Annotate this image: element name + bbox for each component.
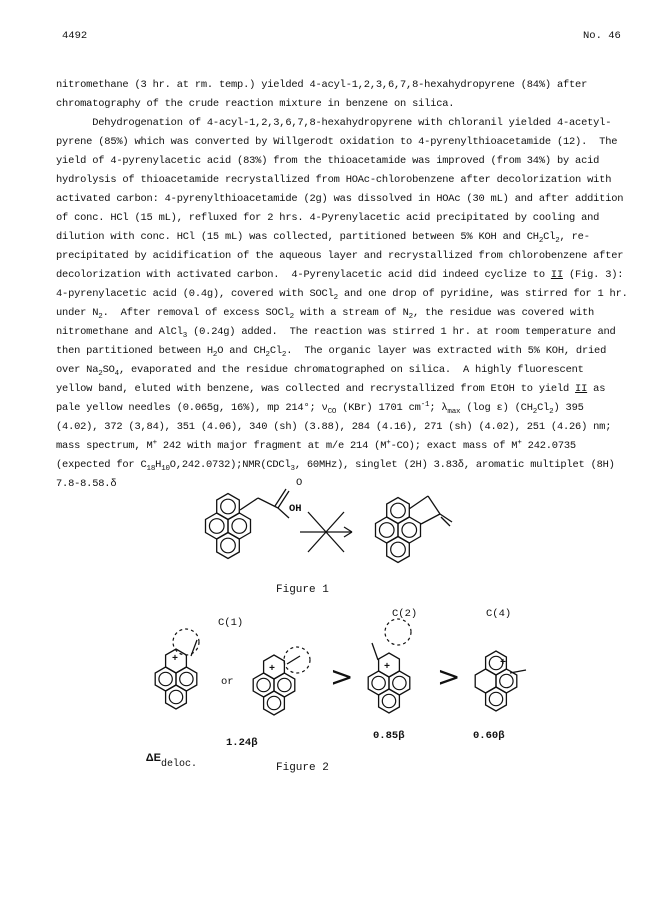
body-line: dilution with conc. HCl (15 mL) was collected, partitioned between 5% KOH and $CH_2Cl_2$, re- (56, 231, 590, 245)
body-line: (4.02), 372 (3,84), 351 (4.06), 340 (sh) (3.88), 284 (4.16), 271 (sh) (4.02), 251 (4.26) nm; (56, 421, 612, 433)
body-line: activated carbon: 4-pyrenylthioacetamide (2g) was dissolved in HOAc (30 mL) and after addition (56, 193, 624, 205)
value-c2: 0.85β (373, 730, 405, 742)
fig1-oh-label: OH (289, 503, 302, 515)
journal-number: No. 46 (583, 30, 621, 42)
delta-e-label: $\Delta E_{deloc.}$ (145, 752, 197, 770)
or-text: or (221, 676, 234, 688)
fig1-ring-c3 (421, 514, 440, 524)
fig1-pyrene-right-ring-1-circle (379, 523, 394, 538)
body-line: yellow band, eluted with benzene, was collected and recrystallized from EtOH to yield II as (56, 383, 606, 395)
body-line: mass spectrum, M+ 242 with major fragment at m/e 214 (M+-CO); exact mass of M+ 242.0735 (56, 439, 576, 452)
fig1-arrow-head-b (344, 532, 352, 537)
fig1-pyrene-right-ring-3 (387, 537, 410, 563)
body-line: under $N_2$. After removal of excess SOCl$_2$ with a stream of $N_2$, the residue was covered with (56, 307, 595, 321)
plus-4: + (500, 658, 507, 669)
fig2-s1-ring-1-circle (159, 672, 172, 685)
body-line: Dehydrogenation of 4-acyl-1,2,3,6,7,8-hexahydropyrene with chloranil yielded 4-acetyl- (56, 117, 612, 129)
plus-2: + (269, 664, 276, 675)
body-line: pale yellow needles (0.065g, 16%), mp 214°; $\nu_{CO}$ (KBr) 1701 $cm^{-1}$; $\lambda_{max}$ (log ε) $(CH_2Cl_2)$ 395 (56, 401, 584, 416)
value-c1: 1.24β (226, 737, 258, 749)
fig1-pyrene-left-ring-3 (217, 533, 240, 559)
gt-symbol-2: > (437, 660, 461, 693)
fig2-s1-ring-3-circle (169, 690, 182, 703)
body-line: (expected for $C_{18}H_{10}O,242.0732);NMR(CDCl_3$, 60MHz), singlet (2H) 3.83δ, aromatic multiplet (8H) (56, 459, 615, 473)
fig1-pyrene-left-ring-1-circle (209, 519, 224, 534)
body-line: nitromethane (3 hr. at rm. temp.) yielded 4-acyl-1,2,3,6,7,8-hexahydropyrene (84%) after (56, 79, 588, 91)
fig2-s1-ring-2-circle (180, 672, 193, 685)
body-line: decolorization with activated carbon. 4-Pyrenylacetic acid did indeed cyclize to II (Fig. 3): (56, 269, 624, 281)
fig2-s3-ring-2-circle (393, 676, 406, 689)
fig2-s3-substituent (372, 643, 378, 660)
fig1-pyrene-left-ring-3-circle (221, 538, 236, 553)
fig2-s3-ring-1-circle (372, 676, 385, 689)
body-line: pyrene (85%) which was converted by Willgerodt oxidation to 4-pyrenylthioacetamide (12). The (56, 136, 618, 148)
fig1-ring-c2 (428, 496, 440, 514)
figure1-caption: Figure 1 (276, 584, 329, 596)
label-c4: C(4) (486, 608, 512, 620)
fig2-s1-dashed (173, 629, 199, 655)
fig2-s4-ring-3-circle (489, 692, 502, 705)
fig2-s2-ring-2-circle (278, 678, 291, 691)
fig2-s3-ring-3-circle (382, 694, 395, 707)
body-line: of conc. HCl (15 mL), refluxed for 2 hrs. 4-Pyrenylacetic acid precipitated by cooling and (56, 212, 600, 224)
body-line: 4-pyrenylacetic acid (0.4g), covered with SOCl$_2$ and one drop of pyridine, was stirred for 1 hr. (56, 288, 628, 302)
fig2-s2-dashed (284, 647, 310, 673)
fig2-s2-ring-1-circle (257, 678, 270, 691)
fig1-pyrene-right-ring-0-circle (391, 503, 406, 518)
fig1-pyrene-right-ring-3-circle (391, 542, 406, 557)
fig2-s2-ring-3-circle (267, 696, 280, 709)
fig1-pyrene-left-ring-2-circle (232, 519, 247, 534)
body-line: chromatography of the crude reaction mixture in benzene on silica. (56, 98, 455, 110)
fig1-oh-bond (278, 508, 289, 518)
body-line: over $Na_2SO_4$, evaporated and the residue chromatographed on silica. A highly fluorescent (56, 364, 584, 378)
label-c1: C(1) (218, 617, 244, 629)
fig2-s2-substituent (287, 656, 300, 664)
figure2-caption: Figure 2 (276, 762, 329, 774)
fig1-ring-c1 (409, 496, 428, 509)
gt-symbol-1: > (330, 660, 354, 693)
fig1-pyrene-left-ring-0-circle (221, 499, 236, 514)
body-line: yield of 4-pyrenylacetic acid (83%) from the thioacetamide was improved (from 34%) by acid (56, 155, 600, 167)
plus-1: + (172, 654, 179, 665)
body-line: then partitioned between $H_2O$ and $CH_2Cl_2$. The organic layer was extracted with 5% KOH, dried (56, 345, 607, 359)
fig2-s4-substituent (510, 670, 526, 673)
fig1-ch2-bond (240, 498, 258, 510)
body-line: 7.8-8.58.δ (56, 478, 117, 490)
fig2-s4-ring-2-circle (500, 674, 513, 687)
body-line: nitromethane and AlCl$_3$ (0.24g) added. The reaction was stirred 1 hr. at room temperature and (56, 326, 616, 340)
fig1-carbonyl-c (258, 498, 278, 508)
body-line: precipitated by acidification of the aqueous layer and recrystallized from chlorobenzene after (56, 250, 624, 262)
label-c2: C(2) (392, 608, 418, 620)
fig1-pyrene-right-ring-2-circle (402, 523, 417, 538)
plus-3: + (384, 662, 391, 673)
body-line: hydrolysis of thioacetamide recrystallized from HOAc-chlorobenzene after decolorization with (56, 174, 612, 186)
value-c4: 0.60β (473, 730, 505, 742)
page-number: 4492 (62, 30, 88, 42)
fig1-arrow-head-a (344, 527, 352, 532)
fig2-s3-dashed (385, 619, 411, 645)
fig1-o-label: O (296, 477, 303, 489)
